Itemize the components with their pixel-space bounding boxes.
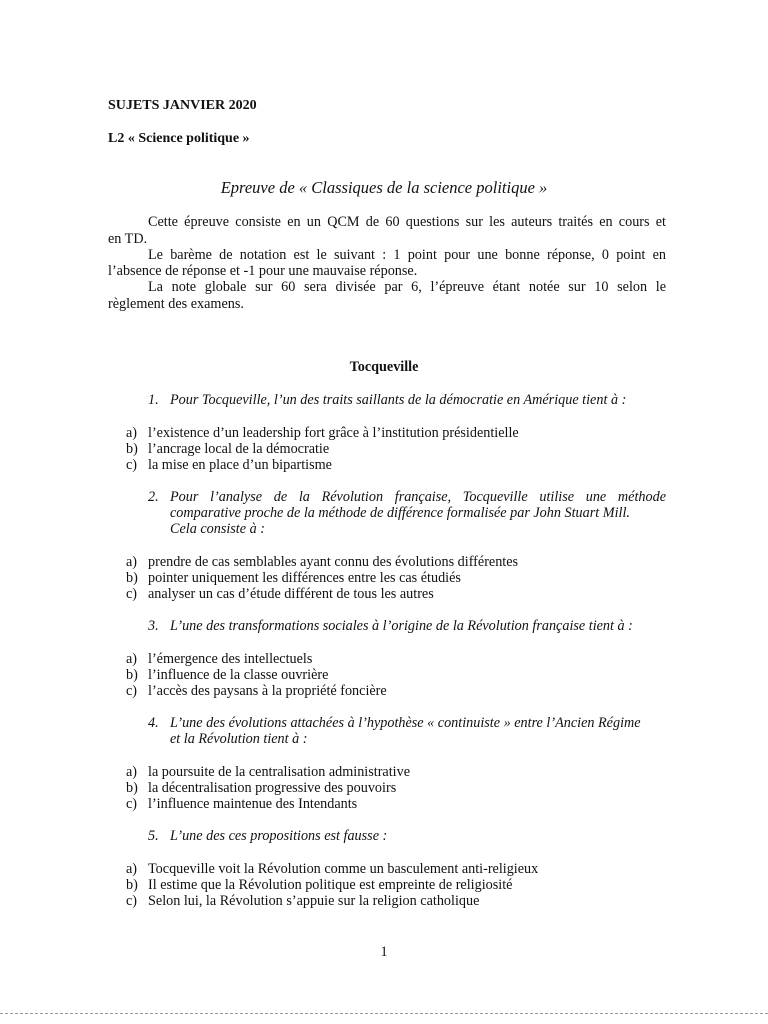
question-5-line-1: L’une des ces propositions est fausse : [170,828,388,844]
q4-option-a-text: la poursuite de la centralisation administrative [148,764,410,780]
q3-option-a-letter: a) [126,651,138,667]
q2-option-a-letter: a) [126,554,138,570]
question-1-line-1: Pour Tocqueville, l’un des traits saillants de la démocratie en Amérique tient à : [170,392,627,408]
q1-option-a-letter: a) [126,425,138,441]
intro-p1-line2: en TD. [108,231,148,247]
question-4-line-1: L’une des évolutions attachées à l’hypothèse « continuiste » entre l’Ancien Régime [170,715,641,731]
question-2-line-3: Cela consiste à : [170,521,265,537]
question-5-number: 5. [148,828,159,844]
q3-option-b-text: l’influence de la classe ouvrière [148,667,329,683]
course-heading: L2 « Science politique » [108,131,250,146]
q4-option-b-text: la décentralisation progressive des pouvoirs [148,780,397,796]
question-2-line-2: comparative proche de la méthode de différence formalisée par John Stuart Mill. [170,505,630,521]
q5-option-b-letter: b) [126,877,138,893]
page-number: 1 [380,944,388,960]
intro-p2-line1: Le barème de notation est le suivant : 1 point pour une bonne réponse, 0 point en [148,247,666,263]
question-1-number: 1. [148,392,159,408]
q4-option-c-text: l’influence maintenue des Intendants [148,796,358,812]
exam-title: Epreuve de « Classiques de la science politique » [220,178,548,197]
q2-option-c-text: analyser un cas d’étude différent de tous les autres [148,586,434,602]
intro-p3-line2: règlement des examens. [108,296,244,312]
q1-option-c-text: la mise en place d’un bipartisme [148,457,332,473]
question-3-number: 3. [148,618,159,634]
q5-option-b-text: Il estime que la Révolution politique est empreinte de religiosité [148,877,513,893]
q1-option-b-letter: b) [126,441,138,457]
q4-option-b-letter: b) [126,780,138,796]
q1-option-c-letter: c) [126,457,138,473]
q5-option-a-letter: a) [126,861,138,877]
q5-option-a-text: Tocqueville voit la Révolution comme un basculement anti-religieux [148,861,539,877]
question-2-number: 2. [148,489,159,505]
q2-option-b-letter: b) [126,570,138,586]
q1-option-a-text: l’existence d’un leadership fort grâce à l’institution présidentielle [148,425,519,441]
intro-p3-line1: La note globale sur 60 sera divisée par 6, l’épreuve étant notée sur 10 selon le [148,279,666,295]
question-2-line-1: Pour l’analyse de la Révolution française, Tocqueville utilise une méthode [170,489,666,505]
q3-option-b-letter: b) [126,667,138,683]
question-4-number: 4. [148,715,159,731]
section-title: Tocqueville [349,359,419,375]
q4-option-c-letter: c) [126,796,138,812]
q2-option-b-text: pointer uniquement les différences entre les cas étudiés [148,570,461,586]
session-heading: SUJETS JANVIER 2020 [108,98,257,113]
q5-option-c-text: Selon lui, la Révolution s’appuie sur la religion catholique [148,893,480,909]
intro-p1-line1: Cette épreuve consiste en un QCM de 60 questions sur les auteurs traités en cours et [148,214,666,230]
q5-option-c-letter: c) [126,893,138,909]
q3-option-a-text: l’émergence des intellectuels [148,651,313,667]
q3-option-c-text: l’accès des paysans à la propriété foncière [148,683,387,699]
question-3-line-1: L’une des transformations sociales à l’origine de la Révolution française tient à : [170,618,633,634]
question-4-line-2: et la Révolution tient à : [170,731,308,747]
q1-option-b-text: l’ancrage local de la démocratie [148,441,330,457]
q2-option-c-letter: c) [126,586,138,602]
q4-option-a-letter: a) [126,764,138,780]
q3-option-c-letter: c) [126,683,138,699]
intro-p2-line2: l’absence de réponse et -1 pour une mauvaise réponse. [108,263,418,279]
q2-option-a-text: prendre de cas semblables ayant connu des évolutions différentes [148,554,519,570]
scan-edge-divider [0,1013,768,1014]
